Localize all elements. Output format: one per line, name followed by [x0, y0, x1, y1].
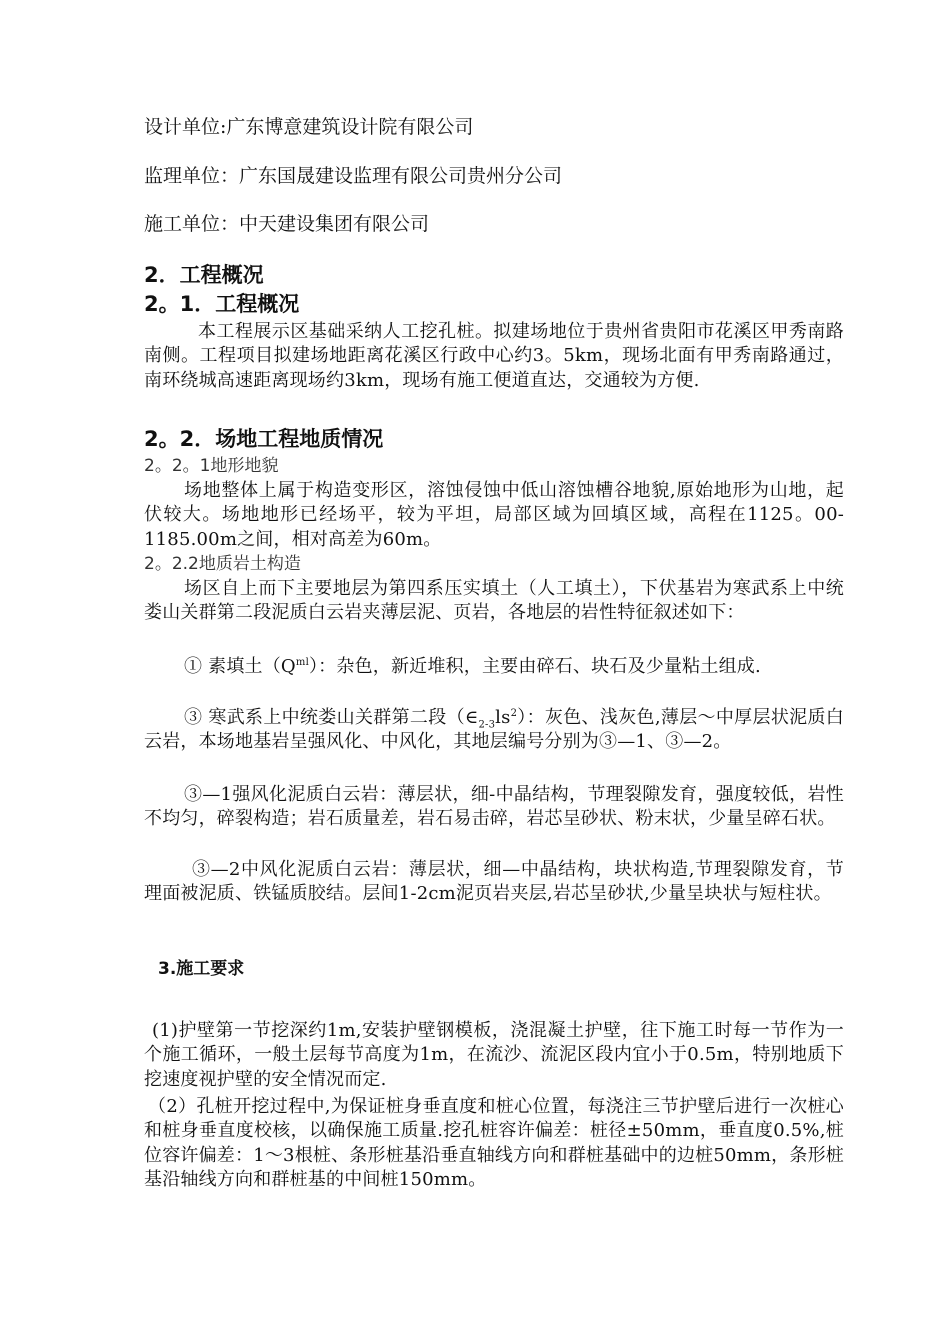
layer-3-text-post: ）：灰色、浅灰色,薄层～中厚层状泥质白云岩，本场地基岩呈强风化、中风化，其地层编号分别为③—1、③—2。	[144, 707, 844, 753]
layer-3-superscript: 2	[510, 708, 518, 719]
section-2-2-heading: 2。2．场地工程地质情况	[144, 427, 384, 451]
section-2-heading: 2．工程概况	[144, 263, 264, 287]
geology-heading: 2。2.2地质岩土构造	[144, 554, 301, 574]
requirement-1-paragraph: (1)护壁第一节挖深约1m,安装护壁钢模板，浇混凝土护壁，往下施工时每一节作为一个施工循环，一般土层每节高度为1m，在流沙、流泥区段内宜小于0.5m，特别地质下挖速度视护壁的安全情况而定.	[144, 1020, 844, 1090]
supervision-unit: 监理单位：广东国晟建设监理有限公司贵州分公司	[144, 165, 563, 187]
geology-intro-paragraph: 场区自上而下主要地层为第四系压实填土（人工填土），下伏基岩为寒武系上中统娄山关群第二段泥质白云岩夹薄层泥、页岩，各地层的岩性特征叙述如下：	[144, 578, 844, 624]
layer-3-paragraph	[144, 706, 844, 755]
design-unit: 设计单位:广东博意建筑设计院有限公司	[144, 116, 474, 138]
layer-3-text-mid: ls	[495, 707, 511, 728]
layer-3-2-paragraph: ③—2中风化泥质白云岩：薄层状，细—中晶结构，块状构造,节理裂隙发育，节理面被泥质、铁锰质胶结。层间1-2cm泥页岩夹层,岩芯呈砂状,少量呈块状与短柱状。	[144, 859, 844, 905]
project-overview-paragraph: 本工程展示区基础采纳人工挖孔桩。拟建场地位于贵州省贵阳市花溪区甲秀南路南侧。工程项目拟建场地距离花溪区行政中心约3。5km，现场北面有甲秀南路通过，南环绕城高速距离现场约3km，现场有施工便道直达，交通较为方便.	[144, 321, 844, 391]
terrain-heading: 2。2。1地形地貌	[144, 456, 279, 476]
layer-3-text-pre: ③ 寒武系上中统娄山关群第二段（∈	[184, 707, 479, 728]
construction-unit: 施工单位：中天建设集团有限公司	[144, 213, 430, 235]
terrain-paragraph: 场地整体上属于构造变形区，溶蚀侵蚀中低山溶蚀槽谷地貌,原始地形为山地，起伏较大。场地地形已经场平，较为平坦，局部区域为回填区域，高程在1125。00-1185.00m之间，相对高差为60m。	[144, 480, 844, 550]
layer-3-1-paragraph: ③—1强风化泥质白云岩：薄层状，细-中晶结构，节理裂隙发育，强度较低，岩性不均匀，碎裂构造；岩石质量差，岩石易击碎，岩芯呈砂状、粉末状，少量呈碎石状。	[144, 784, 844, 830]
layer-1-superscript: ml	[295, 657, 309, 668]
layer-1-text-post: ）：杂色，新近堆积，主要由碎石、块石及少量粘土组成.	[308, 656, 761, 677]
section-3-heading: 3.施工要求	[158, 959, 245, 979]
layer-3-subscript: 2-3	[478, 719, 496, 731]
requirement-2-paragraph: （2）孔桩开挖过程中,为保证桩身垂直度和桩心位置，每浇注三节护壁后进行一次桩心和桩身垂直度校核，以确保施工质量.挖孔桩容许偏差：桩径±50mm，垂直度0.5%,桩位容许偏差：1～3根桩、条形桩基沿垂直轴线方向和群桩基础中的边桩50mm，条形桩基沿轴线方向和群桩基的中间桩150mm。	[144, 1096, 844, 1190]
layer-1-text-pre: ① 素填土（Q	[184, 656, 296, 677]
layer-1-paragraph	[144, 655, 844, 679]
section-2-1-heading: 2。1．工程概况	[144, 292, 300, 316]
